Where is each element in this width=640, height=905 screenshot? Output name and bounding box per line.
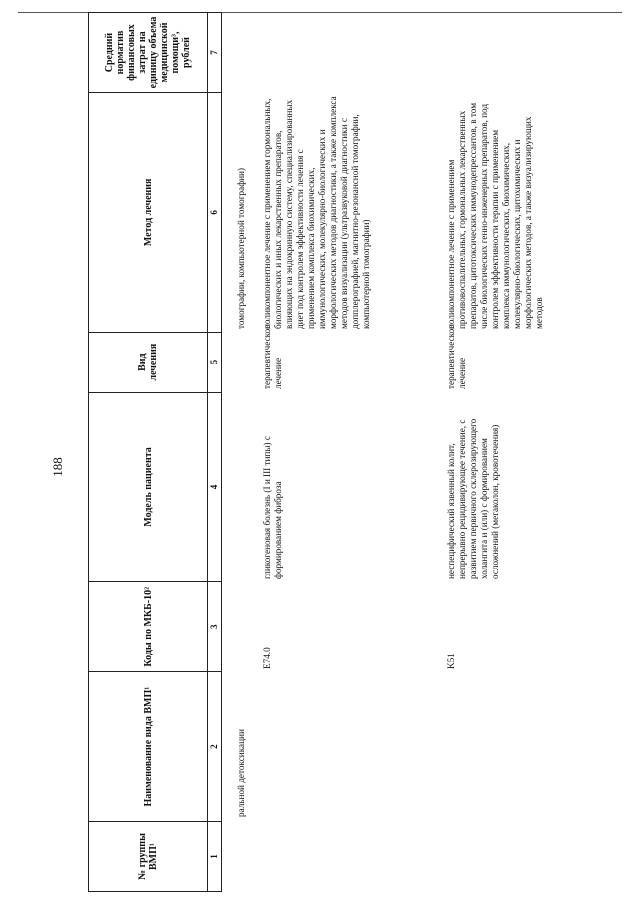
column-number: 7	[208, 13, 222, 93]
row-1-patient-model: гликогеновая болезнь (I и III типы) с формированием фиброза	[262, 436, 283, 579]
header-row	[89, 13, 208, 892]
header-group-number: № группы ВМП¹	[89, 822, 208, 892]
header-treatment-method: Метод лечения	[89, 93, 208, 333]
column-number: 1	[208, 822, 222, 892]
header-patient-model: Модель пациента	[89, 392, 208, 582]
header-treatment-type: Вид лечения	[89, 332, 208, 392]
row-2-code: K51	[446, 653, 456, 669]
column-number-row	[208, 13, 222, 892]
row-2-patient-model: неспецифический язвенный колит, непрерывно рецидивирующее течение, с развитием первичного склерозирующего холангита и (или) с формированием осложнений (мегаколон, кровотечения)	[446, 418, 500, 579]
continuation-vmp-name: ральной детоксикации	[236, 729, 246, 817]
column-number: 5	[208, 332, 222, 392]
column-number: 6	[208, 93, 222, 333]
table-body	[236, 12, 640, 892]
header-cost-norm: Средний норматив финансовых затрат на единицу объема медицинской помощи³, рублей	[89, 13, 208, 93]
column-number: 4	[208, 392, 222, 582]
row-2-treatment-method: поликомпонентное лечение с применением противовоспалительных, гормональных лекарственных препаратов, цитотоксических иммунодепрессантов, в том числе биологических генно-инженерных препаратов, под контролем эффективности терапии с применением комплекса иммунологических, биохимических, молекулярно-биологических, цитохимических и морфологических методов, а также визуализирующих методов	[446, 102, 544, 329]
header-icd-codes: Коды по МКБ-10²	[89, 582, 208, 672]
row-1-treatment-method: поликомпонентное лечение с применением гормональных, биологических и иных лекарственных препаратов, влияющих на эндокринную систему, специализированных диет под контролем эффективности лечения с применением комплекса биохимических, иммунологических, молекулярно-биологических и морфологических методов диагностики, а также комплекса методов визуализации (ультразвуковой диагностики с допплерографией, магнитно-резонансной томографии, компьютерной томографии)	[262, 96, 371, 329]
column-number: 3	[208, 582, 222, 672]
row-1-treatment-type: терапевтическое лечение	[262, 324, 283, 389]
rotated-table-page	[88, 12, 640, 892]
page-number: 188	[50, 457, 65, 477]
column-number: 2	[208, 672, 222, 822]
row-1-code: E74.0	[262, 647, 272, 669]
vmp-table	[88, 12, 222, 892]
row-2-treatment-type: терапевтическое лечение	[446, 324, 467, 389]
continuation-method: томографии, компьютерной томографии)	[236, 167, 246, 329]
header-vmp-name: Наименование вида ВМП¹	[89, 672, 208, 822]
